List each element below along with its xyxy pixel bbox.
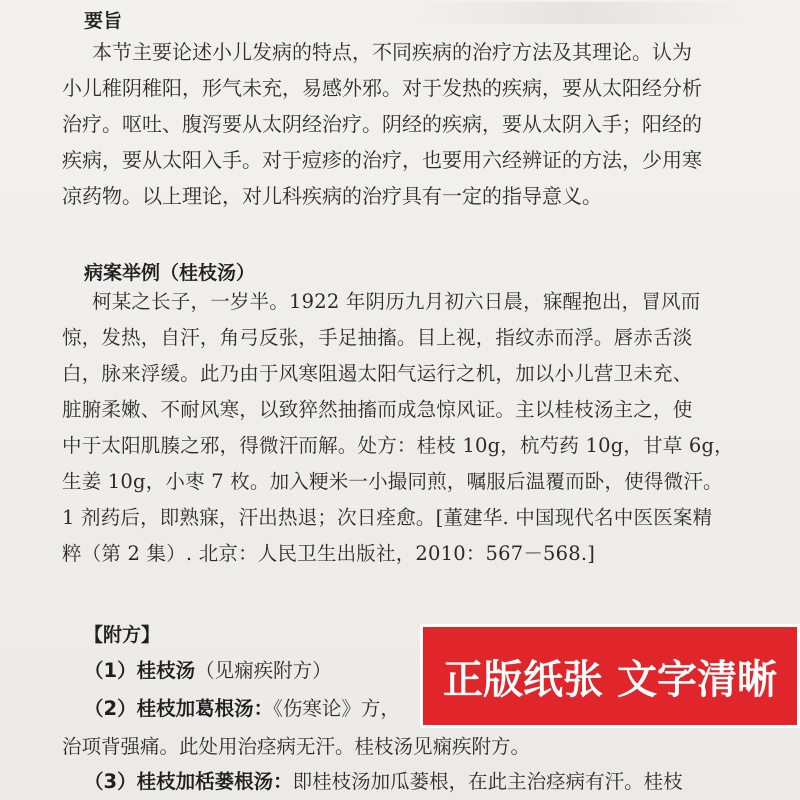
section-heading-summary: 要旨 [84,10,123,32]
bleed-through-shadow [400,2,760,24]
promo-banner-text: 正版纸张 文字清晰 [443,656,777,703]
case-line-2: 惊，发热，自汗，角弓反张，手足抽搐。目上视，指纹赤而浮。唇赤舌淡 [62,326,693,349]
appendix-item-3 [84,766,683,794]
appendix-item-2-label: （2）桂枝加葛根汤： [84,697,274,720]
section-heading-appendix: 【附方】 [84,624,161,646]
summary-line-1: 本节主要论述小儿发病的特点，不同疾病的治疗方法及其理论。认为 [92,40,692,64]
case-line-8: 粹（第 2 集）. 北京：人民卫生出版社，2010：567－568.] [62,542,596,565]
case-line-6: 生姜 10g，小枣 7 枚。加入粳米一小撮同煎，嘱服后温覆而卧，使得微汗。 [62,470,723,493]
case-line-5: 中于太阳肌腠之邪，得微汗而解。处方：桂枝 10g，杭芍药 10g，甘草 6g， [62,434,734,457]
appendix-item-2-continuation: 治项背强痛。此处用治痉病无汗。桂枝汤见痫疾附方。 [62,735,531,758]
section-heading-case: 病案举例（桂枝汤） [84,262,256,284]
appendix-item-1 [84,655,332,683]
summary-line-3: 治疗。呕吐、腹泻要从太阴经治疗。阴经的疾病，要从太阴入手；阳经的 [62,112,702,136]
appendix-item-1-text: （见痫疾附方） [195,659,332,682]
summary-line-4: 疾病，要从太阳入手。对于痘疹的治疗，也要用六经辨证的方法，少用寒 [62,148,702,172]
case-line-7: 1 剂药后，即熟寐，汗出热退；次日痊愈。[董建华. 中国现代名中医医案精 [62,506,713,529]
appendix-item-3-text: 即桂枝汤加瓜蒌根，在此主治痉病有汗。桂枝 [292,770,683,793]
case-line-3: 白，脉来浮缓。此乃由于风寒阻遏太阳气运行之机，加以小儿营卫未充、 [62,362,693,385]
appendix-item-3-label: （3）桂枝加栝蒌根汤： [84,770,293,793]
case-line-1: 柯某之长子，一岁半。1922 年阴历九月初六日晨，寐醒抱出，冒风而 [92,290,701,313]
appendix-item-2-text: 《伤寒论》方， [273,697,400,720]
promo-banner [420,624,800,728]
case-line-4: 脏腑柔嫩、不耐风寒，以致猝然抽搐而成急惊风证。主以桂枝汤主之，使 [62,398,693,421]
summary-line-2: 小儿稚阴稚阳，形气未充，易感外邪。对于发热的疾病，要从太阳经分析 [62,76,702,100]
appendix-item-2 [84,693,400,721]
appendix-item-1-label: （1）桂枝汤 [84,659,196,682]
summary-line-5: 凉药物。以上理论，对儿科疾病的治疗具有一定的指导意义。 [62,184,602,208]
